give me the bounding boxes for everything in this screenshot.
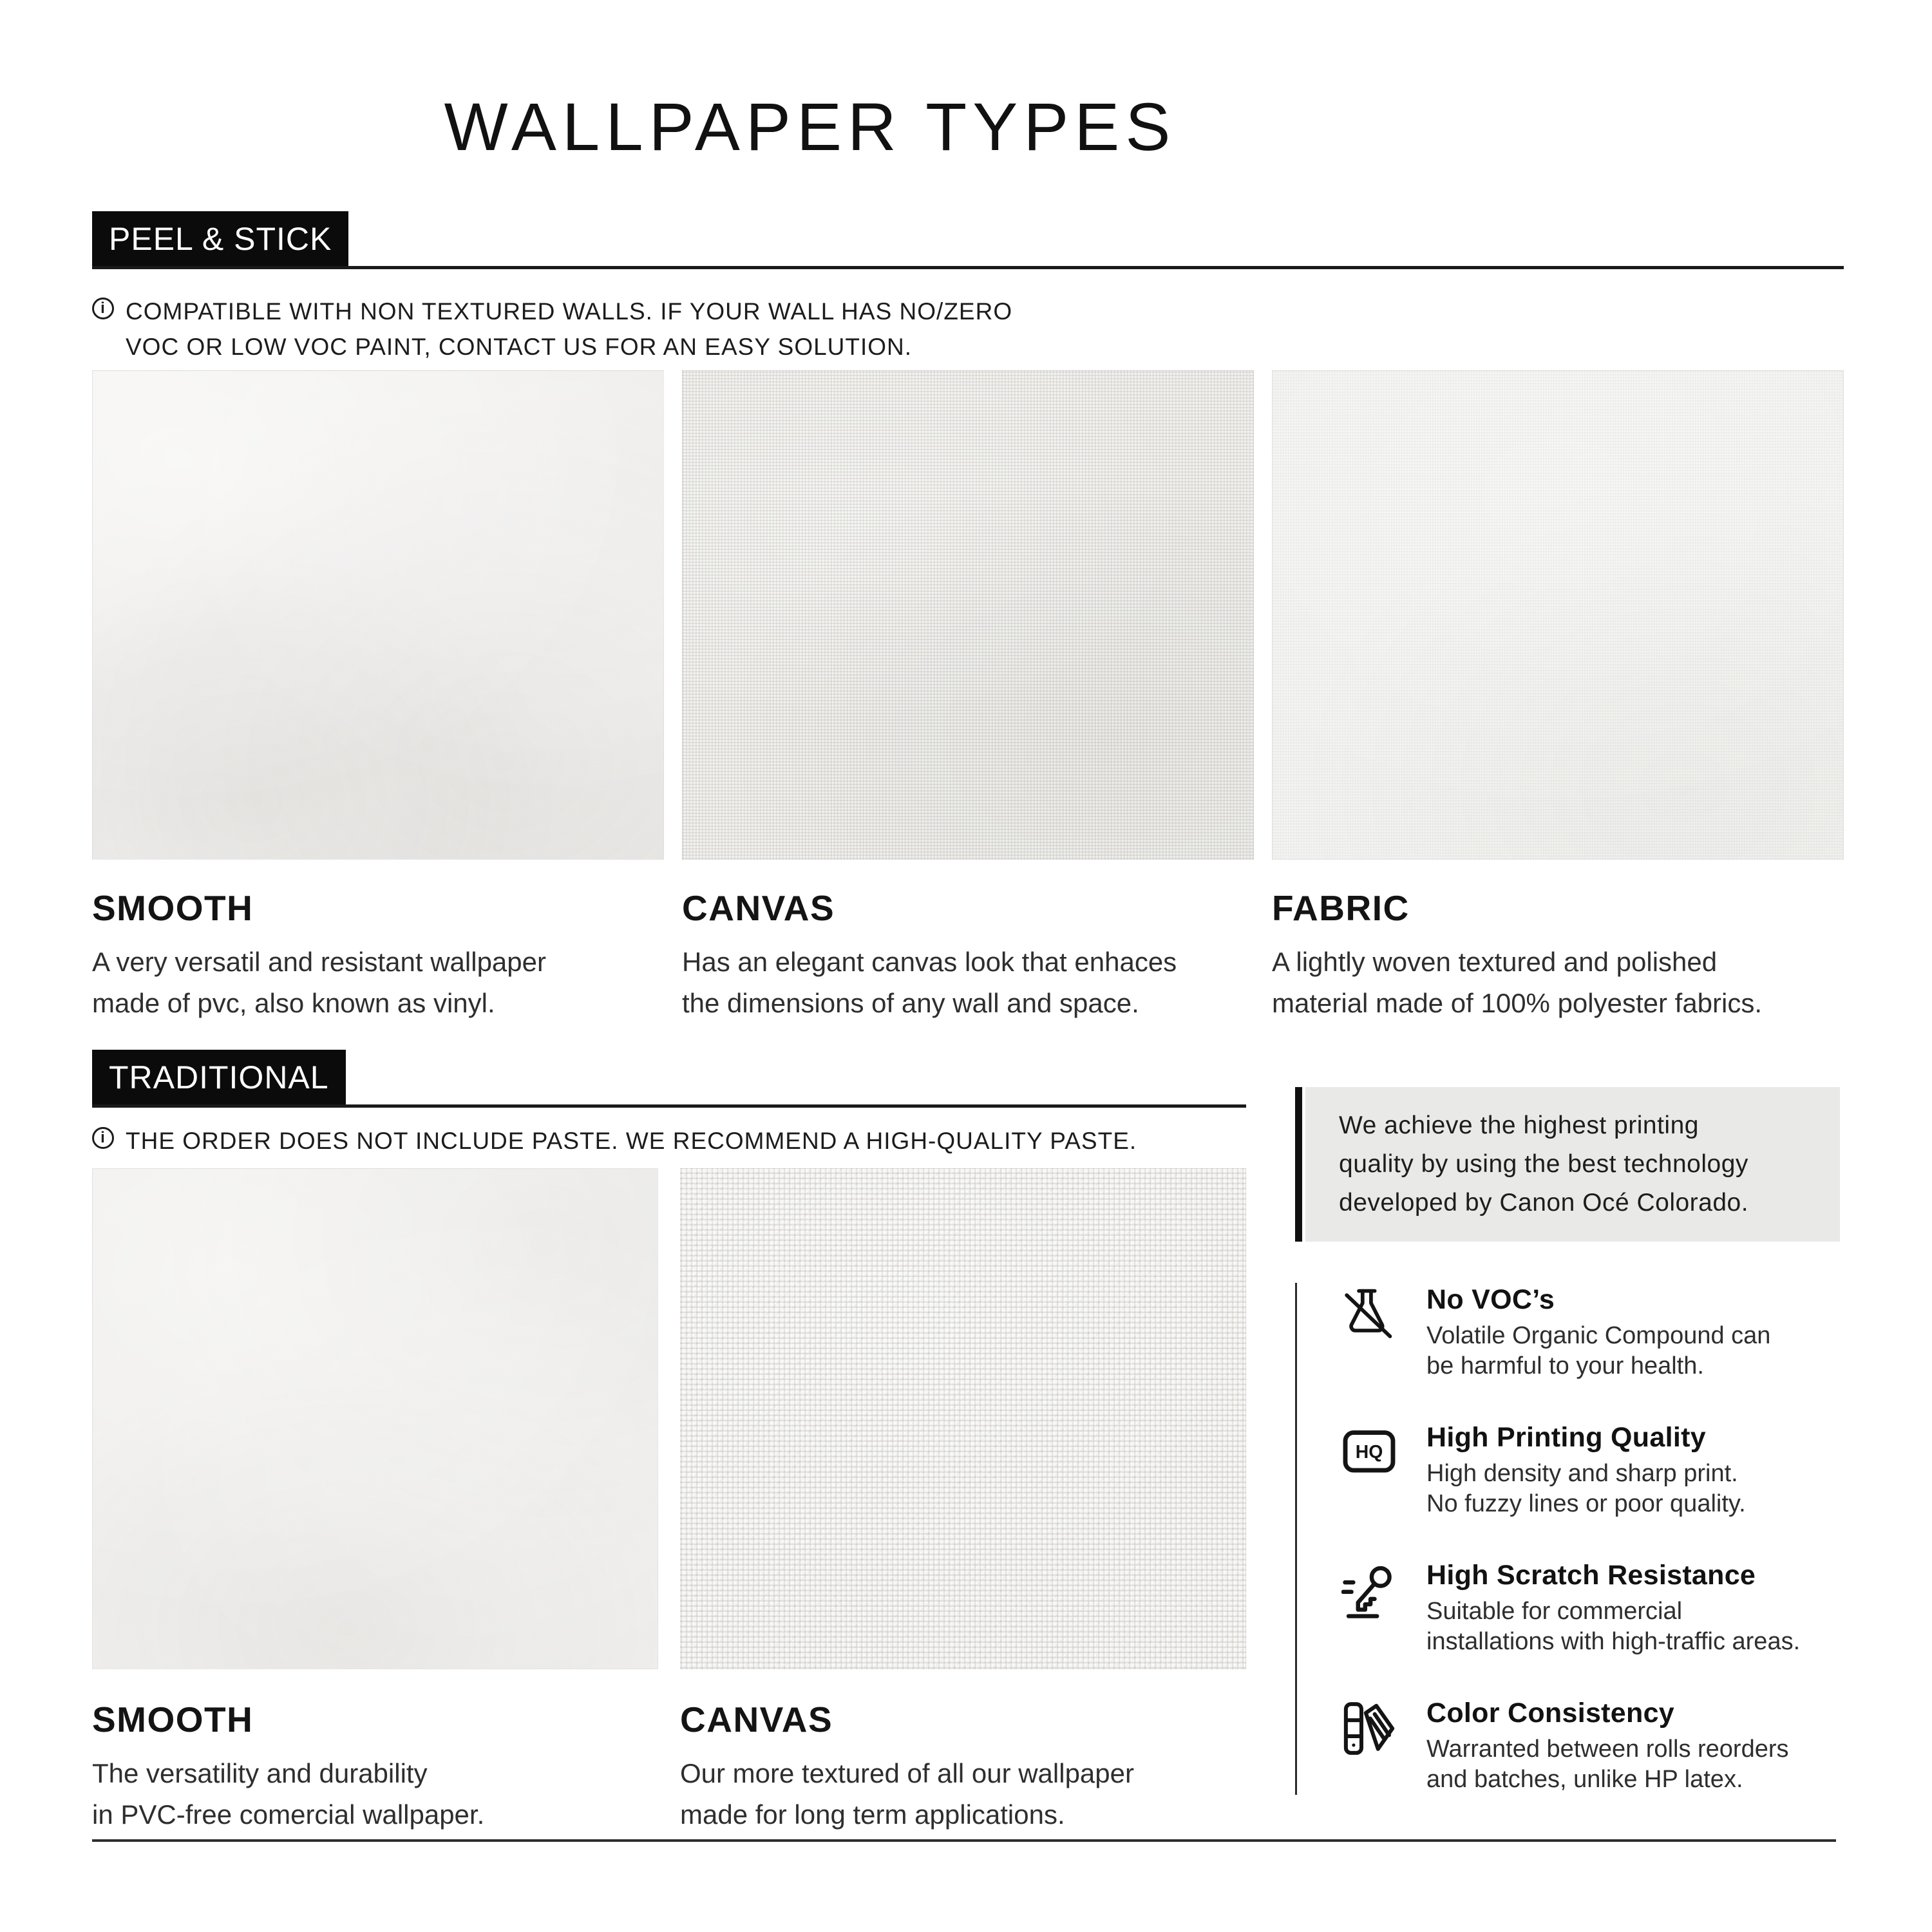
feature-title: No VOC’s [1426,1284,1555,1315]
printing-quality-quote [1305,1087,1840,1242]
swatch-image-smooth-traditional [92,1168,658,1669]
traditional-note [92,1123,1137,1159]
desc-line: Volatile Organic Compound can [1426,1322,1771,1349]
desc-line: material made of 100% polyester fabrics. [1272,988,1763,1018]
feature-no-voc [1341,1284,1840,1381]
swatch-description [1272,942,1844,1024]
traditional-badge: TRADITIONAL [92,1050,346,1104]
desc-line: No fuzzy lines or poor quality. [1426,1490,1746,1517]
traditional-swatch-row [92,1168,1246,1669]
swatch-image-smooth-peel-stick [92,370,664,860]
feature-description [1426,1459,1746,1519]
info-icon: i [92,298,114,319]
bottom-divider [92,1839,1836,1842]
desc-line: A lightly woven textured and polished [1272,947,1718,977]
desc-line: Warranted between rolls reorders [1426,1736,1789,1763]
note-line: COMPATIBLE WITH NON TEXTURED WALLS. IF YOUR WALL HAS NO/ZERO [126,298,1013,325]
swatch-label-smooth [92,887,664,1024]
swatch-title: CANVAS [680,1700,833,1739]
desc-line: A very versatil and resistant wallpaper [92,947,546,977]
peel-stick-swatch-row [92,370,1844,860]
feature-title: High Printing Quality [1426,1422,1706,1453]
swatch-description [92,942,664,1024]
desc-line: and batches, unlike HP latex. [1426,1766,1743,1793]
swatch-image-fabric [1272,370,1844,860]
desc-line: be harmful to your health. [1426,1352,1704,1379]
quote-line: developed by Canon Océ Colorado. [1339,1189,1749,1217]
swatch-description [682,942,1254,1024]
traditional-label-row [92,1699,1246,1835]
desc-line: made of pvc, also known as vinyl. [92,988,495,1018]
note-line: VOC OR LOW VOC PAINT, CONTACT US FOR AN EASY SOLUTION. [126,334,913,360]
feature-text [1426,1560,1800,1657]
feature-description [1426,1596,1800,1657]
swatch-description [680,1753,1246,1835]
swatch-label-fabric [1272,887,1844,1024]
feature-text [1426,1422,1746,1519]
peel-stick-note [92,294,1012,365]
feature-list [1295,1283,1840,1795]
feature-description [1426,1321,1770,1381]
peel-stick-badge: PEEL & STICK [92,211,348,266]
traditional-section-rule [92,1050,1246,1108]
quality-sidebar [1295,1087,1840,1795]
feature-color-consistency [1341,1698,1840,1795]
swatch-description [92,1753,658,1835]
quote-line: We achieve the highest printing [1339,1112,1699,1139]
swatch-label-canvas [682,887,1254,1024]
hq-badge-icon [1341,1422,1401,1519]
swatch-title: SMOOTH [92,1700,254,1739]
swatch-label-canvas [680,1699,1246,1835]
info-icon: i [92,1127,114,1149]
note-line: THE ORDER DOES NOT INCLUDE PASTE. WE RECOMMEND A HIGH-QUALITY PASTE. [126,1128,1137,1154]
desc-line: made for long term applications. [680,1799,1065,1830]
feature-high-printing-quality [1341,1422,1840,1519]
desc-line: in PVC-free comercial wallpaper. [92,1799,485,1830]
color-swatches-icon [1341,1698,1401,1795]
feature-text [1426,1698,1789,1795]
swatch-title: SMOOTH [92,888,254,928]
peel-stick-note-text [126,294,1012,365]
peel-stick-section-rule [92,211,1844,269]
feature-title: Color Consistency [1426,1698,1675,1728]
swatch-image-canvas-peel-stick [682,370,1254,860]
desc-line: Has an elegant canvas look that enhaces [682,947,1177,977]
swatch-image-canvas-traditional [680,1168,1246,1669]
no-voc-flask-icon [1341,1284,1401,1381]
swatch-label-smooth [92,1699,658,1835]
desc-line: Our more textured of all our wallpaper [680,1758,1134,1788]
feature-title: High Scratch Resistance [1426,1560,1756,1591]
swatch-title: FABRIC [1272,888,1410,928]
feature-text [1426,1284,1770,1381]
scratch-key-icon [1341,1560,1401,1657]
desc-line: Suitable for commercial [1426,1598,1683,1625]
desc-line: The versatility and durability [92,1758,428,1788]
desc-line: High density and sharp print. [1426,1460,1738,1487]
hq-icon-label: HQ [1355,1442,1383,1463]
quote-line: quality by using the best technology [1339,1150,1748,1178]
swatch-title: CANVAS [682,888,835,928]
feature-description [1426,1734,1789,1795]
traditional-note-text [126,1123,1137,1159]
peel-stick-label-row [92,887,1844,1024]
desc-line: the dimensions of any wall and space. [682,988,1139,1018]
feature-high-scratch-resistance [1341,1560,1840,1657]
page-title: WALLPAPER TYPES [444,90,1177,165]
desc-line: installations with high-traffic areas. [1426,1628,1801,1655]
